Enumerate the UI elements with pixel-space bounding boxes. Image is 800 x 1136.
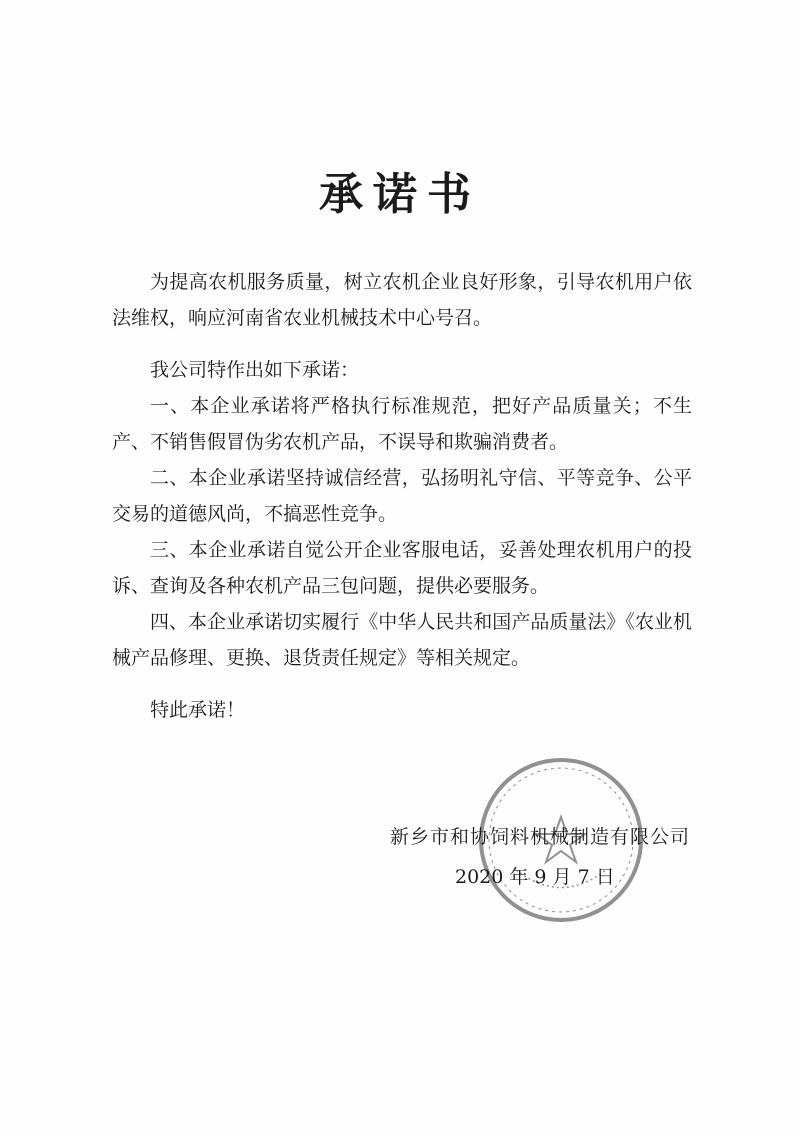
- paragraph-lead: 我公司特作出如下承诺：: [150, 359, 360, 381]
- paragraph-commitment-3: 三、本企业承诺自觉公开企业客服电话，妥善处理农机用户的投诉、查询及各种农机产品三包问题，提供必要服务。: [112, 539, 692, 597]
- paragraph-commitment-2: 二、本企业承诺坚持诚信经营，弘扬明礼守信、平等竞争、公平交易的道德风尚，不搞恶性竞争。: [112, 467, 692, 525]
- signature-date: 2020 年 9 月 7 日: [455, 866, 615, 888]
- paragraph-intro: 为提高农机服务质量，树立农机企业良好形象，引导农机用户依法维权，响应河南省农业机械技术中心号召。: [112, 271, 692, 329]
- paragraph-closing: 特此承诺！: [150, 699, 246, 721]
- company-signature: 新乡市和协饲料机械制造有限公司: [390, 826, 691, 848]
- document-title: 承诺书: [319, 169, 481, 220]
- paragraph-commitment-4: 四、本企业承诺切实履行《中华人民共和国产品质量法》《农业机械产品修理、更换、退货责任规定》等相关规定。: [112, 611, 692, 669]
- paragraph-commitment-1: 一、本企业承诺将严格执行标准规范，把好产品质量关；不生产、不销售假冒伪劣农机产品，不误导和欺骗消费者。: [112, 395, 692, 453]
